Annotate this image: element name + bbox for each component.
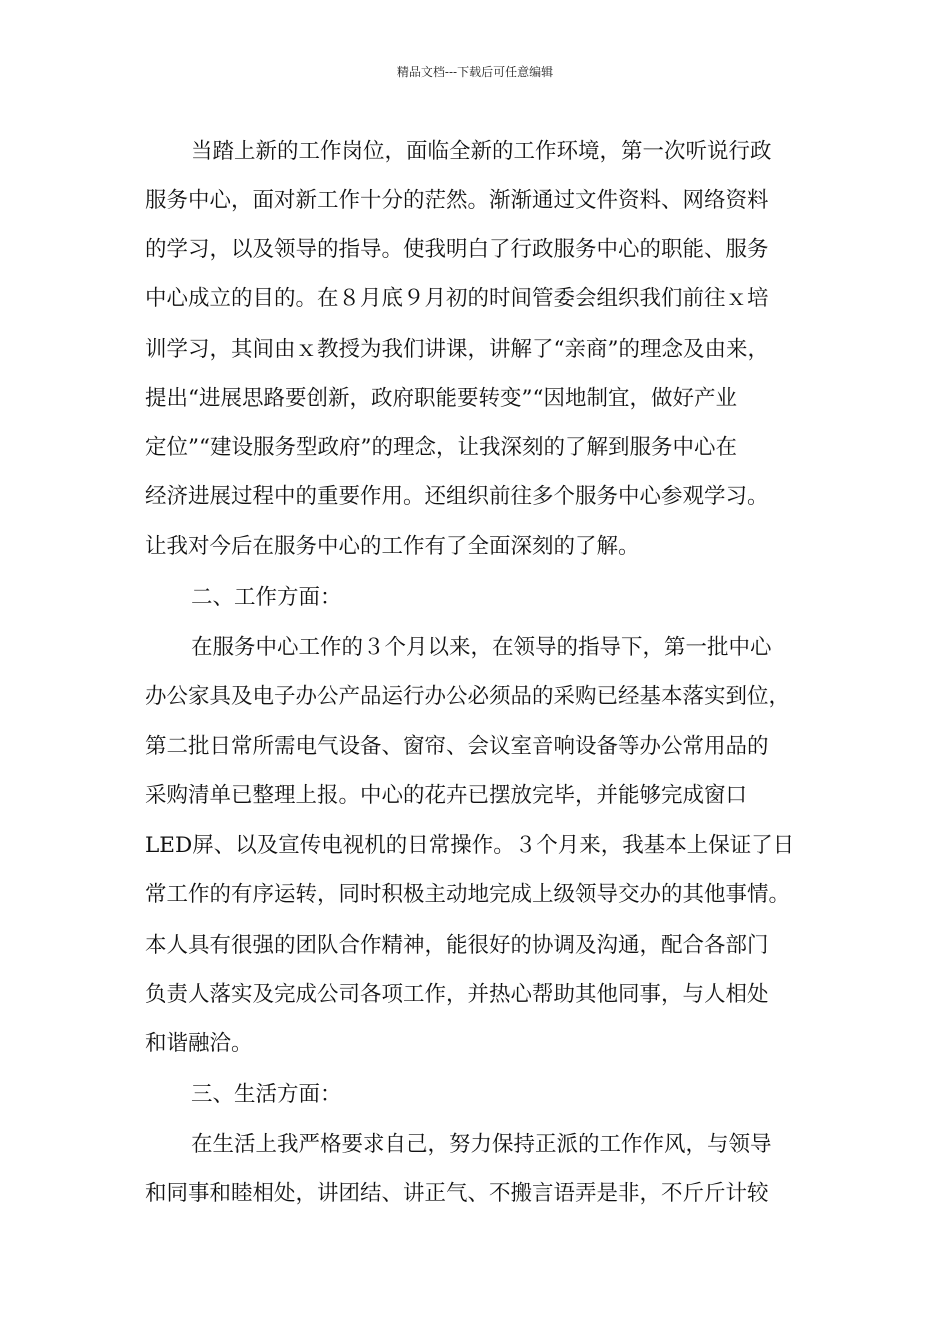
paragraph-line: 当踏上新的工作岗位，面临全新的工作环境，第一次听说行政 (191, 139, 772, 164)
paragraph-line: 中心成立的目的。在８月底９月初的时间管委会组织我们前往ｘ培 (145, 286, 769, 311)
paragraph-line: 负责人落实及完成公司各项工作，并热心帮助其他同事，与人相处 (145, 982, 769, 1007)
paragraph-line: 经济进展过程中的重要作用。还组织前往多个服务中心参观学习。 (145, 484, 769, 509)
paragraph-line: 在服务中心工作的３个月以来，在领导的指导下，第一批中心 (191, 635, 772, 660)
paragraph-line: 和谐融洽。 (145, 1031, 253, 1056)
paragraph-line: 训学习，其间由ｘ教授为我们讲课，讲解了“亲商”的理念及由来， (145, 337, 769, 362)
paragraph-line: 第二批日常所需电气设备、窗帘、会议室音响设备等办公常用品的 (145, 734, 769, 759)
paragraph-line: 采购清单已整理上报。中心的花卉已摆放完毕，并能够完成窗口 (145, 783, 748, 808)
paragraph-line: 在生活上我严格要求自己，努力保持正派的工作作风，与领导 (191, 1132, 772, 1157)
paragraph-line: 常工作的有序运转，同时积极主动地完成上级领导交办的其他事情。 (145, 882, 791, 907)
page-header: 精品文档---下载后可任意编辑 (396, 65, 554, 79)
section-heading-life: 三、生活方面： (191, 1082, 342, 1107)
paragraph-line: 的学习，以及领导的指导。使我明白了行政服务中心的职能、服务 (145, 237, 769, 262)
paragraph-line: 提出“进展思路要创新，政府职能要转变”“因地制宜，做好产业 (145, 386, 737, 411)
paragraph-line: 服务中心，面对新工作十分的茫然。渐渐通过文件资料、网络资料 (145, 188, 769, 213)
section-heading-work: 二、工作方面： (191, 585, 342, 610)
paragraph-line: LED屏、以及宣传电视机的日常操作。３个月来，我基本上保证了日 (145, 833, 795, 858)
paragraph-line: 和同事和睦相处，讲团结、讲正气、不搬言语弄是非，不斤斤计较 (145, 1181, 769, 1206)
paragraph-line: 定位”“建设服务型政府”的理念，让我深刻的了解到服务中心在 (145, 435, 737, 460)
paragraph-line: 让我对今后在服务中心的工作有了全面深刻的了解。 (145, 534, 640, 559)
paragraph-line: 本人具有很强的团队合作精神，能很好的协调及沟通，配合各部门 (145, 933, 769, 958)
paragraph-line: 办公家具及电子办公产品运行办公必须品的采购已经基本落实到位， (145, 684, 791, 709)
